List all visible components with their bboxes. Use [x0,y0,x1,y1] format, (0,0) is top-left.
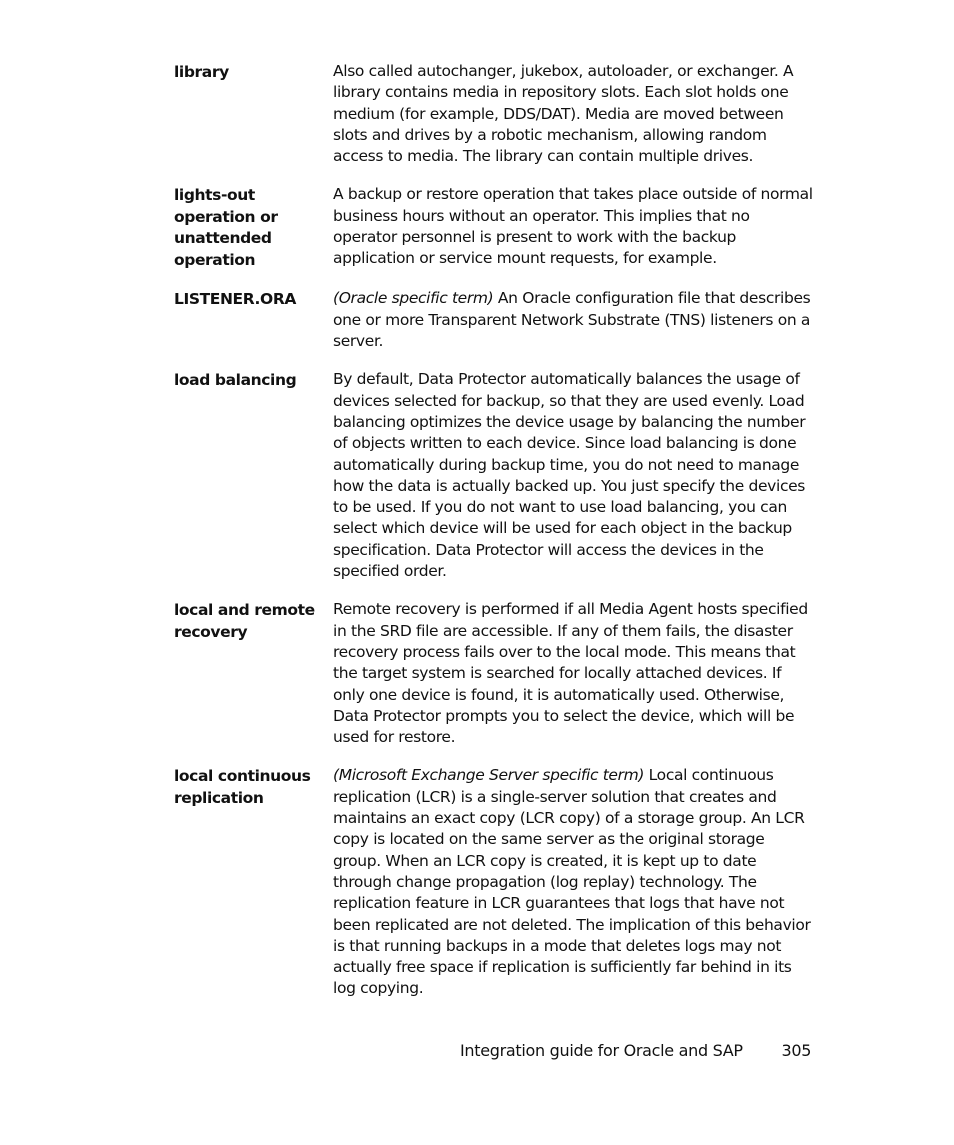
glossary-definition [333,184,814,271]
page-number: 305 [781,1041,812,1060]
definition-text: Local continuous replication (LCR) is a single-server solution that creates and maintains an exact copy (LCR copy) of a storage group. An LCR copy is located on the same server as the original storage group. When an LCR copy is created, it is kept up to date through change propagation (log replay) technology. The replication feature in LCR guarantees that logs that have not been replicated are not deleted. The implication of this behavior is that running backups in a mode that deletes logs may not actually free space if replication is sufficiently far behind in its log copying. [333,766,811,998]
footer-title: Integration guide for Oracle and SAP [460,1041,743,1060]
glossary-definition [333,369,814,582]
glossary-entry-lights-out-operation [174,184,814,271]
glossary-entry-local-and-remote-recovery [174,599,814,748]
definition-text: A backup or restore operation that takes place outside of normal business hours without an operator. This implies that no operator personnel is present to work with the backup application or service mount requests, for example. [333,185,813,268]
glossary-term: local and remote recovery [174,601,315,641]
glossary-term: local continuous replication [174,767,311,807]
glossary-definition [333,765,814,999]
definition-text: By default, Data Protector automatically balances the usage of devices selected for backup, so that they are used evenly. Load balancing optimizes the device usage by balancing the number of objects written to each device. Since load balancing is done automatically during backup time, you do not need to manage how the data is actually backed up. You just specify the devices to be used. If you do not want to use load balancing, you can select which device will be used for each object in the backup specification. Data Protector will access the devices in the specified order. [333,370,806,581]
glossary-definition [333,288,814,352]
glossary-definition [333,61,814,167]
glossary-term: lights-out operation or unattended operation [174,186,278,269]
glossary-term: library [174,63,229,81]
glossary-entry-load-balancing [174,369,814,582]
glossary-term: LISTENER.ORA [174,290,296,309]
glossary-entry-library [174,61,814,167]
glossary-entry-listener-ora [174,288,814,352]
glossary-list [174,61,814,1017]
definition-text: Also called autochanger, jukebox, autoloader, or exchanger. A library contains media in repository slots. Each slot holds one medium (for example, DDS/DAT). Media are moved between slots and drives by a robotic mechanism, allowing random access to media. The library can contain multiple drives. [333,62,794,166]
definition-qualifier: (Microsoft Exchange Server specific term) [333,766,645,785]
glossary-term: load balancing [174,371,297,390]
definition-text: An Oracle configuration file that describes one or more Transparent Network Substrate (TNS) listeners on a server. [333,289,811,351]
page-footer [460,1041,811,1060]
glossary-entry-local-continuous-replication [174,765,814,999]
glossary-definition [333,599,814,748]
definition-qualifier: (Oracle specific term) [333,289,494,308]
definition-text: Remote recovery is performed if all Media Agent hosts specified in the SRD file are accessible. If any of them fails, the disaster recovery process fails over to the local mode. This means that the target system is searched for locally attached devices. If only one device is found, it is automatically used. Otherwise, Data Protector prompts you to select the device, which will be used for restore. [333,600,808,747]
